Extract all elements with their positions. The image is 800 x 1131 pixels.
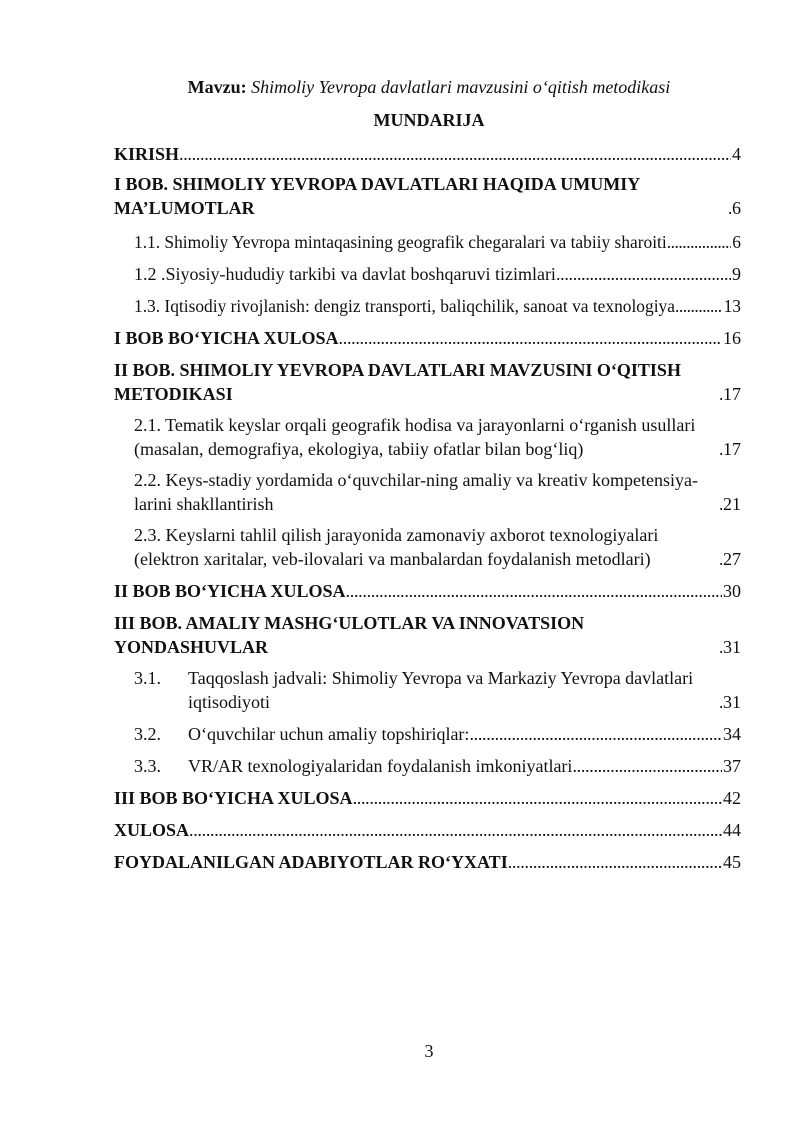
toc-entry-page: 34 [723,724,741,744]
toc-entry-title: I BOB BO‘YICHA XULOSA [114,328,339,348]
toc-entry-title: 1.1. Shimoliy Yevropa mintaqasining geografik chegaralari va tabiiy sharoiti [134,232,667,252]
toc-entry-3-3[interactable] [114,754,741,778]
toc-entry-title: 1.2 .Siyosiy-hududiy tarkibi va davlat boshqaruvi tizimlari [134,264,556,284]
toc-entry-title-wrap [134,754,572,778]
toc-entry-2-1[interactable] [114,413,741,461]
dot-leader [675,294,723,318]
dot-leader [572,754,722,778]
toc-entry-3-2[interactable] [114,722,741,746]
toc-entry-title: FOYDALANILGAN ADABIYOTLAR RO‘YXATI [114,852,508,872]
toc-entry-page: 16 [723,328,741,348]
dot-leader [346,579,722,603]
topic-title: Shimoliy Yevropa davlatlari mavzusini o‘qitish metodikasi [251,77,671,97]
toc-entry-title: I BOB. SHIMOLIY YEVROPA DAVLATLARI HAQIDA UMUMIY MA’LUMOTLAR [114,174,640,218]
toc-entry-chapter-3[interactable] [114,611,741,659]
toc-entry-number: 3.1. [134,668,161,688]
toc-entry-chapter-2-summary[interactable] [114,579,741,603]
toc-entry-title: II BOB BO‘YICHA XULOSA [114,581,346,601]
toc-entry-page: 6 [732,232,741,252]
toc-entry-page: 45 [723,852,741,872]
toc-entry-title: Taqqoslash jadvali: Shimoliy Yevropa va Markaziy Yevropa davlatlari iqtisodiyoti [188,668,694,712]
topic-label: Mavzu: [187,77,247,97]
toc-entry-chapter-1[interactable] [114,172,741,220]
toc-entry-chapter-1-summary[interactable] [114,326,741,350]
toc-entry-1-3[interactable] [114,294,741,318]
topic-line [0,75,800,99]
toc-entry-page: 6 [732,198,741,218]
toc-entry-2-3[interactable] [114,523,741,571]
toc-entry-title: 2.3. Keyslarni tahlil qilish jarayonida zamonaviy axborot texnologiyalari (elektron xaritalar, veb-ilovalari va manbalardan foydalanish metodlari) [134,525,659,569]
toc-entry-title: O‘quvchilar uchun amaliy topshiriqlar: [188,724,470,744]
dot-leader [189,818,722,842]
toc-heading: MUNDARIJA [373,110,485,130]
toc-entry-title: III BOB BO‘YICHA XULOSA [114,788,353,808]
toc-entry-page: 4 [732,144,741,164]
toc-entry-conclusion[interactable] [114,818,741,842]
toc-entry-3-1[interactable] [114,666,741,714]
toc-entry-page: 17 [723,439,741,459]
toc-entry-page: 17 [723,384,741,404]
toc-entry-number: 3.2. [134,724,161,744]
dot-leader [556,262,731,286]
toc-entry-title: III BOB. AMALIY MASHG‘ULOTLAR VA INNOVATSION YONDASHUVLAR [114,613,585,657]
toc-entry-title: VR/AR texnologiyalaridan foydalanish imkoniyatlari [188,756,573,776]
toc-entry-page: 9 [732,264,741,284]
toc-entry-title: XULOSA [114,820,190,840]
toc-entry-page: 44 [723,820,741,840]
dot-leader [508,850,722,874]
toc-entry-page: 31 [723,692,741,712]
toc-entry-references[interactable] [114,850,741,874]
dot-leader [667,230,732,254]
toc-entry-chapter-3-summary[interactable] [114,786,741,810]
toc-entry-title: 1.3. Iqtisodiy rivojlanish: dengiz transporti, baliqchilik, sanoat va texnologiya [134,296,675,316]
toc-entry-page: 42 [723,788,741,808]
toc-entry-1-2[interactable] [114,262,741,286]
toc-entry-page: 30 [723,581,741,601]
table-of-contents [114,142,741,874]
dot-leader [353,786,722,810]
dot-leader [469,722,722,746]
toc-entry-title-wrap [134,666,719,714]
toc-entry-chapter-2[interactable] [114,358,741,406]
toc-entry-kirish[interactable] [114,142,741,166]
toc-entry-page: 31 [723,637,741,657]
toc-entry-title: 2.1. Tematik keyslar orqali geografik hodisa va jarayonlarni o‘rganish usullari (masalan, demografiya, ekologiya, tabiiy ofatlar bilan bog‘liq) [134,415,696,459]
toc-entry-page: 27 [723,549,741,569]
dot-leader [339,326,722,350]
toc-entry-2-2[interactable] [114,468,741,516]
toc-entry-title: II BOB. SHIMOLIY YEVROPA DAVLATLARI MAVZUSINI O‘QITISH METODIKASI [114,360,681,404]
toc-entry-number: 3.3. [134,756,161,776]
toc-entry-title-wrap [134,722,469,746]
toc-entry-page: 37 [723,756,741,776]
toc-entry-title: KIRISH [114,144,180,164]
page-number: 3 [424,1041,434,1061]
dot-leader [179,142,731,166]
toc-entry-page: 21 [723,494,741,514]
toc-entry-page: 13 [723,296,741,316]
toc-entry-title: 2.2. Keys-stadiy yordamida o‘quvchilar-ning amaliy va kreativ kompetensiya-larini shakllantirish [134,470,698,514]
toc-entry-1-1[interactable] [114,230,741,254]
